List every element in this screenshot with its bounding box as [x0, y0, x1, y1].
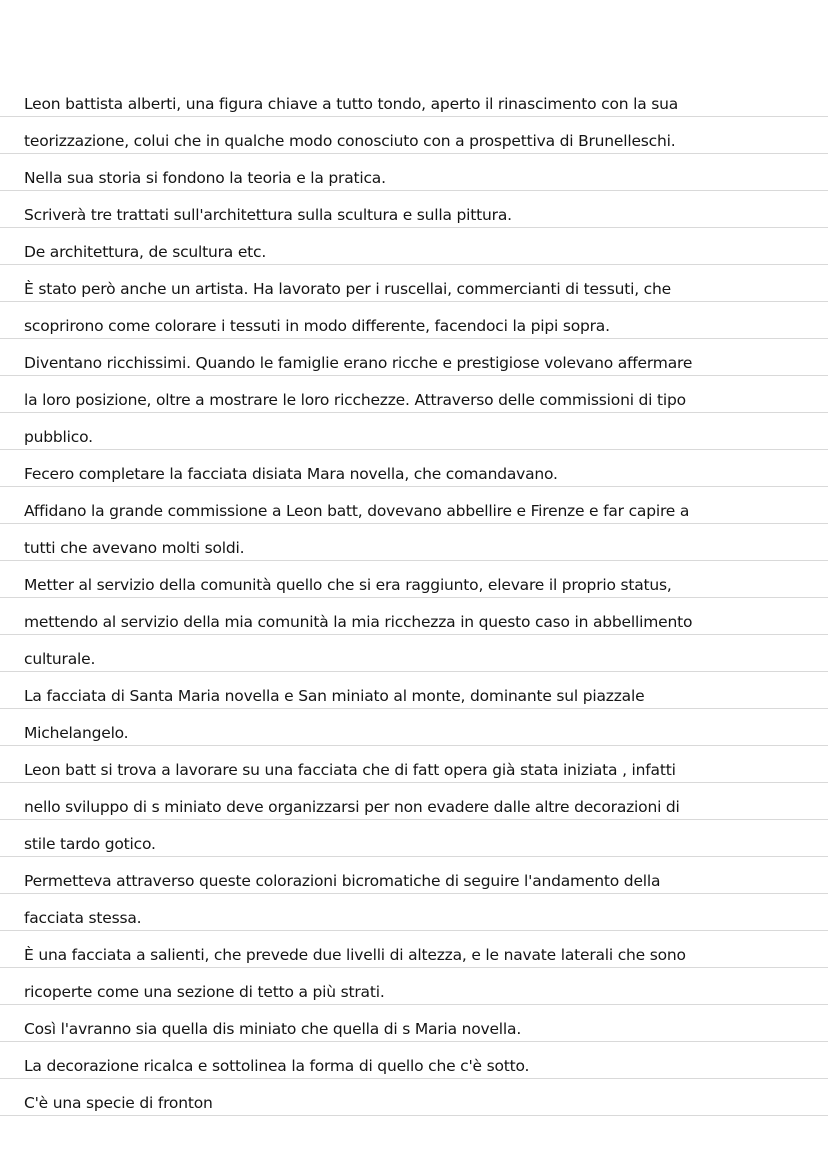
- note-line: Affidano la grande commissione a Leon batt, dovevano abbellire e Firenze e far capire a: [24, 502, 690, 520]
- note-line: nello sviluppo di s miniato deve organizzarsi per non evadere dalle altre decorazioni di: [24, 798, 680, 816]
- note-line: la loro posizione, oltre a mostrare le loro ricchezze. Attraverso delle commissioni di tipo: [24, 391, 686, 409]
- note-line: Permetteva attraverso queste colorazioni bicromatiche di seguire l'andamento della: [24, 872, 661, 890]
- note-line: Leon batt si trova a lavorare su una facciata che di fatt opera già stata iniziata , infatti: [24, 761, 676, 779]
- note-line: facciata stessa.: [24, 909, 142, 927]
- note-line: È una facciata a salienti, che prevede due livelli di altezza, e le navate laterali che sono: [24, 946, 686, 964]
- note-line: La decorazione ricalca e sottolinea la forma di quello che c'è sotto.: [24, 1057, 530, 1075]
- note-line: culturale.: [24, 650, 96, 668]
- note-line: De architettura, de scultura etc.: [24, 243, 267, 261]
- note-line: Fecero completare la facciata disiata Mara novella, che comandavano.: [24, 465, 558, 483]
- note-line: stile tardo gotico.: [24, 835, 156, 853]
- note-line: Leon battista alberti, una figura chiave a tutto tondo, aperto il rinascimento con la sua: [24, 95, 679, 113]
- note-line: pubblico.: [24, 428, 93, 446]
- note-line: scoprirono come colorare i tessuti in modo differente, facendoci la pipi sopra.: [24, 317, 610, 335]
- note-line: Michelangelo.: [24, 724, 129, 742]
- note-line: tutti che avevano molti soldi.: [24, 539, 245, 557]
- note-line: È stato però anche un artista. Ha lavorato per i ruscellai, commercianti di tessuti, che: [24, 280, 671, 298]
- note-line: Nella sua storia si fondono la teoria e la pratica.: [24, 169, 386, 187]
- note-line: Metter al servizio della comunità quello che si era raggiunto, elevare il proprio status,: [24, 576, 672, 594]
- note-line: Così l'avranno sia quella dis miniato che quella di s Maria novella.: [24, 1020, 522, 1038]
- handwritten-notes: [24, 86, 820, 1122]
- note-line: Diventano ricchissimi. Quando le famiglie erano ricche e prestigiose volevano affermare: [24, 354, 693, 372]
- note-line: mettendo al servizio della mia comunità la mia ricchezza in questo caso in abbellimento: [24, 613, 693, 631]
- note-line: ricoperte come una sezione di tetto a più strati.: [24, 983, 385, 1001]
- note-line: La facciata di Santa Maria novella e San miniato al monte, dominante sul piazzale: [24, 687, 645, 705]
- note-line: teorizzazione, colui che in qualche modo conosciuto con a prospettiva di Brunelleschi.: [24, 132, 676, 150]
- note-line: C'è una specie di fronton: [24, 1094, 213, 1112]
- note-line: Scriverà tre trattati sull'architettura sulla scultura e sulla pittura.: [24, 206, 512, 224]
